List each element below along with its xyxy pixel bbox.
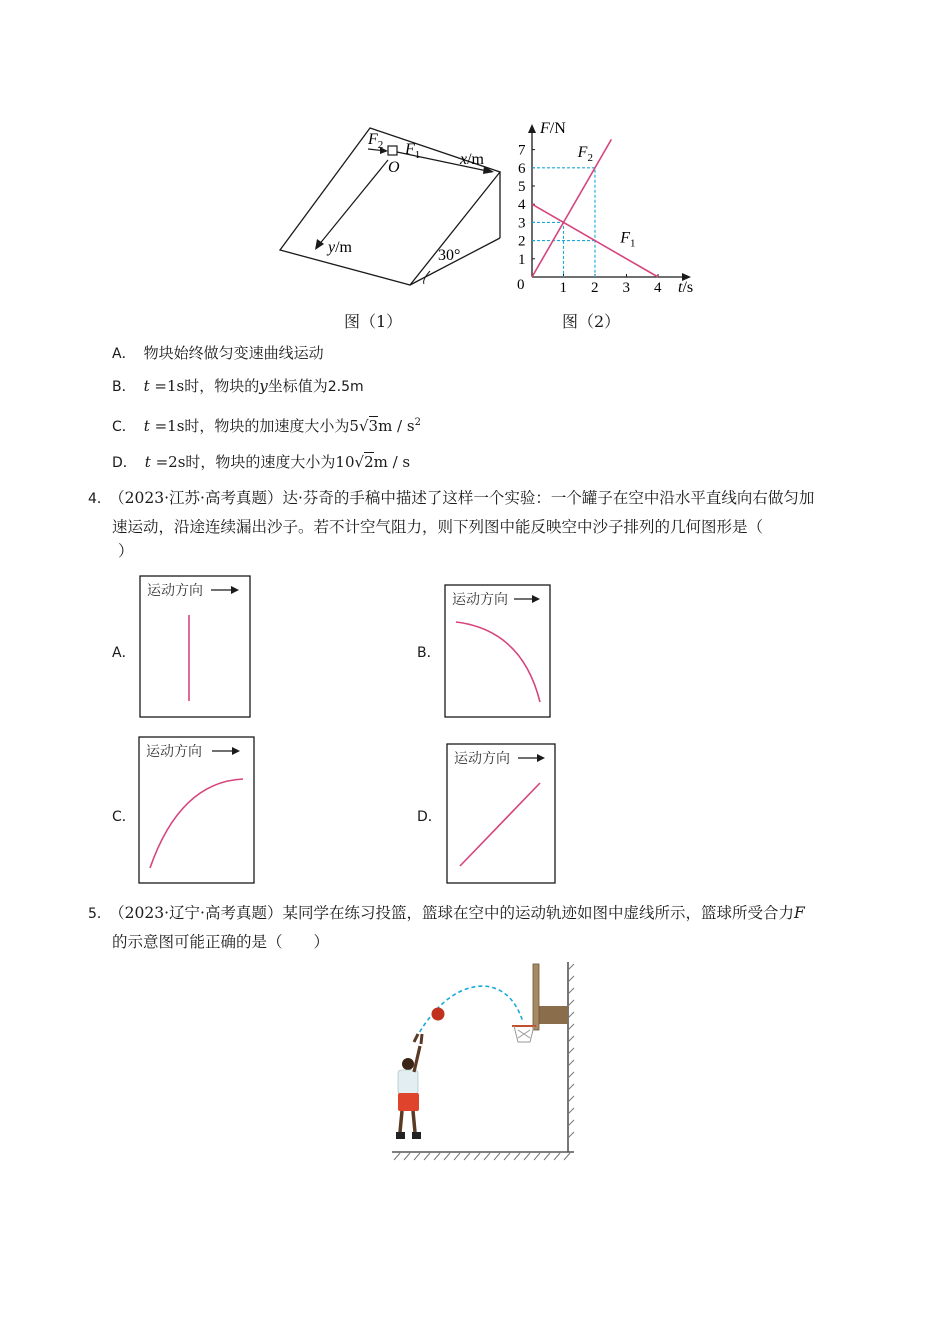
- q3-option-a[interactable]: A． 物块始终做匀变速曲线运动: [112, 344, 324, 362]
- f2-label: $F_2$: [368, 131, 384, 151]
- ground-hatching: [394, 1153, 570, 1160]
- wall-hatching: [568, 964, 574, 1138]
- q3-option-d[interactable]: D． t =2s时，物块的速度大小为10√2m / s: [112, 453, 411, 471]
- y-label: y/m: [328, 239, 352, 256]
- origin-o-label: O: [388, 159, 400, 176]
- sqrt-symbol: √: [354, 453, 365, 471]
- x-label: x/m: [460, 151, 484, 168]
- series-f2-line: [532, 139, 611, 277]
- x-tick-label: 3: [622, 280, 630, 296]
- q4-option-a-box[interactable]: [139, 575, 252, 720]
- fig1-caption: 图（1）: [344, 312, 403, 331]
- angle-label: 30°: [438, 247, 461, 264]
- block: [388, 146, 397, 155]
- f-t-chart: [505, 115, 705, 300]
- series-f2-label: $F_2$: [577, 143, 593, 164]
- y-tick-label: 7: [518, 142, 526, 159]
- incline-figure: [270, 120, 510, 290]
- q4-option-d-label[interactable]: D．: [417, 809, 442, 825]
- y-tick-label: 3: [518, 215, 526, 232]
- y-axis-arrow: [318, 160, 388, 246]
- basketball: [432, 1008, 445, 1021]
- q3-option-c[interactable]: C． t =1s时，物块的加速度大小为$5√3m / s^2$: [112, 417, 421, 435]
- x-tick-label: 4: [654, 280, 662, 296]
- f1-label: $F_1$: [405, 141, 421, 161]
- q4-option-d-box[interactable]: [446, 743, 558, 886]
- backboard: [533, 964, 539, 1030]
- direction-label: 运动方向: [452, 592, 508, 608]
- q4-option-b-label[interactable]: B．: [417, 645, 441, 661]
- basketball-figure: [388, 960, 583, 1165]
- y-tick-label: 1: [518, 251, 526, 268]
- x-axis-title: t/s: [678, 279, 694, 296]
- series-f1-label: $F_1$: [620, 229, 636, 250]
- q3-option-b[interactable]: B． t =1s时，物块的y坐标值为2.5m: [112, 377, 364, 395]
- y-tick-label: 6: [518, 160, 526, 177]
- q4-option-c-box[interactable]: [138, 736, 256, 886]
- x-tick-label: 1: [559, 280, 567, 296]
- q4-option-a-label[interactable]: A．: [112, 645, 136, 661]
- player: [396, 1034, 422, 1139]
- q4-stem: 4． （2023·江苏·高考真题）达·芬奇的手稿中描述了这样一个实验：一个罐子在空中沿水平直线向右做匀加 速运动，沿途连续漏出沙子。若不计空气阻力，则下列图中能反映空中沙子排列的几何图形是（ ）: [88, 489, 815, 560]
- y-tick-label: 2: [518, 233, 526, 250]
- backboard-bracket: [538, 1006, 568, 1024]
- y-axis-title: F/N: [540, 120, 566, 137]
- q4-option-b-box[interactable]: [444, 584, 552, 721]
- sqrt-symbol: √: [358, 417, 369, 435]
- fig2-caption: 图（2）: [562, 312, 621, 331]
- q5-stem: 5． （2023·辽宁·高考真题）某同学在练习投篮，篮球在空中的运动轨迹如图中虚线所示，篮球所受合力F 的示意图可能正确的是（ ）: [88, 904, 805, 951]
- y-axis-arrowhead: [528, 124, 536, 133]
- y-tick-label: 4: [518, 197, 526, 214]
- direction-label: 运动方向: [146, 744, 202, 760]
- direction-label: 运动方向: [454, 751, 510, 767]
- q4-option-c-label[interactable]: C．: [112, 809, 136, 825]
- origin-label: 0: [517, 277, 525, 293]
- net: [514, 1026, 534, 1042]
- x-tick-label: 2: [591, 280, 599, 296]
- y-tick-label: 5: [518, 179, 526, 195]
- direction-label: 运动方向: [147, 583, 203, 599]
